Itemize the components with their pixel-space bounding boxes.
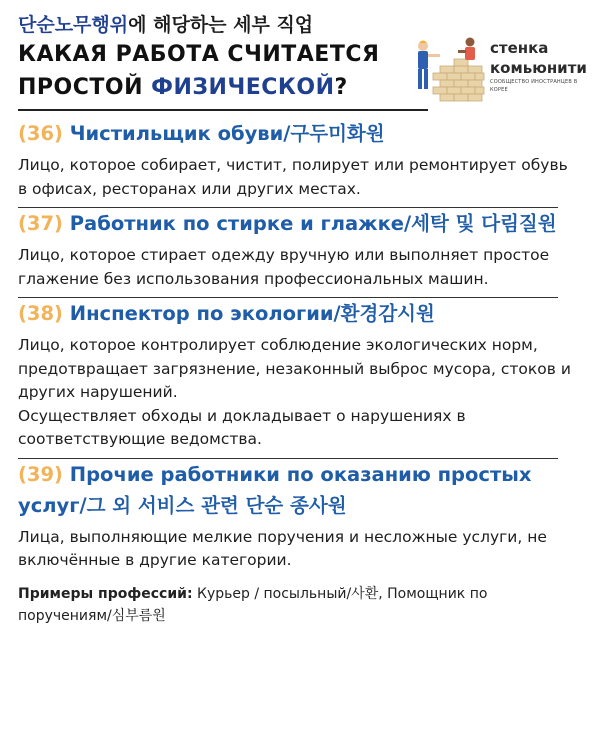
section-title (18, 298, 578, 329)
examples-line (18, 583, 578, 627)
russian-title-plain: ПРОСТОЙ (18, 75, 152, 100)
section-title-text: Прочие работники по оказанию простых услуг/그 외 서비스 관련 단순 종사원 (18, 462, 532, 517)
section-39 (18, 459, 578, 627)
examples-label: Примеры профессий: (18, 585, 193, 602)
korean-title-rest: 에 해당하는 세부 직업 (128, 14, 314, 36)
russian-title-highlight: ФИЗИЧЕСКОЙ (151, 75, 335, 100)
section-description: Лица, выполняющие мелкие поручения и несложные услуги, не включённые в другие категории. (18, 527, 547, 569)
russian-title-end: ? (334, 75, 348, 100)
section-36 (18, 118, 578, 208)
russian-title-line1: КАКАЯ РАБОТА СЧИТАЕТСЯ (18, 42, 380, 67)
section-number: (37) (18, 212, 63, 235)
section-description: Лицо, которое стирает одежду вручную или выполняет простое глажение без использования профессиональных машин. (18, 246, 550, 288)
korean-title-highlight: 단순노무행위 (18, 14, 129, 36)
section-number: (36) (18, 122, 63, 145)
korean-title (18, 12, 438, 38)
header (18, 12, 438, 104)
section-description: Лицо, которое собирает, чистит, полирует или ремонтирует обувь в офисах, ресторанах или других местах. (18, 156, 568, 198)
section-title (18, 459, 578, 521)
logo-line1: стенка (490, 39, 549, 57)
header-divider (18, 109, 428, 111)
logo-line2: комьюнити (490, 59, 587, 77)
logo (410, 32, 595, 112)
section-37 (18, 208, 578, 298)
section-38 (18, 298, 578, 459)
section-description (18, 334, 578, 452)
section-description-part1: Лицо, которое контролирует соблюдение экологических норм, предотвращает загрязнение, незаконный выброс мусора, стоков и других нарушений. (18, 336, 571, 401)
section-description-part2: Осуществляет обходы и докладывает о нарушениях в соответствующие ведомства. (18, 406, 466, 448)
section-title-text: Инспектор по экологии/환경감시원 (69, 302, 435, 325)
section-title-text: Работник по стирке и глажке/세탁 및 다림질원 (69, 212, 557, 235)
logo-text (490, 38, 595, 94)
section-title (18, 118, 578, 149)
section-number: (38) (18, 302, 63, 325)
logo-subtitle: СООБЩЕСТВО ИНОСТРАНЦЕВ В КОРЕЕ (490, 79, 578, 93)
russian-title-line2 (18, 71, 438, 104)
examples-text: Курьер / посыльный/사환, Помощник по поручениям/심부름원 (18, 585, 488, 624)
workers-brick-wall-icon (410, 32, 488, 110)
section-title-text: Чистильщик обуви/구두미화원 (69, 122, 385, 145)
section-number: (39) (18, 462, 63, 486)
content (18, 118, 578, 627)
section-title (18, 208, 578, 239)
